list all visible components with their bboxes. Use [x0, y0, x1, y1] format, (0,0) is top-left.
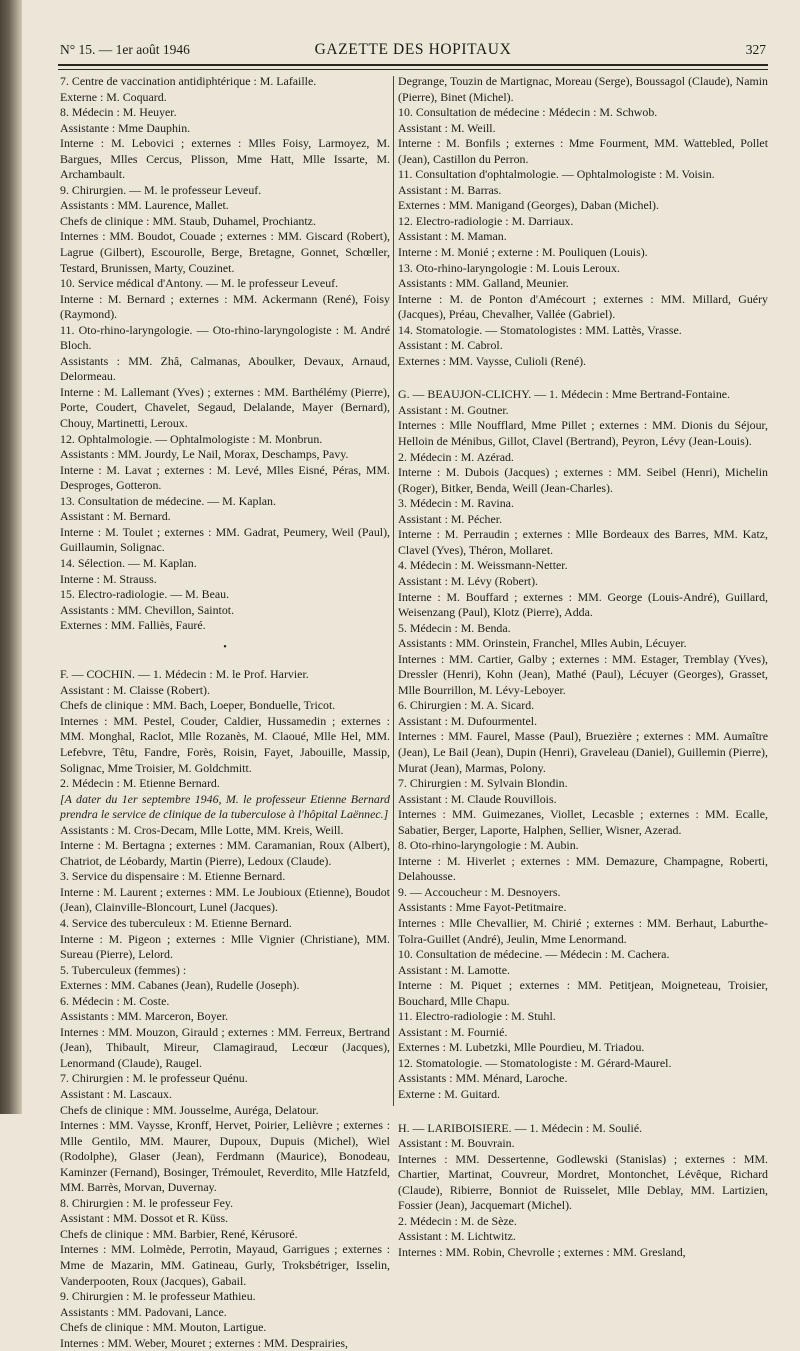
text-paragraph: 2. Médecin : M. Etienne Bernard. [60, 776, 220, 791]
text-paragraph: Externe : M. Guitard. [398, 1087, 501, 1101]
text-paragraph: 8. Chirurgien : M. le professeur Fey. [60, 1195, 234, 1210]
text-paragraph: 10. Consultation de médecine : Médecin : M. Schwob. [398, 105, 658, 120]
text-paragraph: Interne : M. Laurent ; externes : MM. Le Joubioux (Etienne), Boudot (Jean), Clainville-Bloncourt, Lunel (Jacques). [60, 884, 390, 915]
text-paragraph: 5. Tuberculeux (femmes) : [60, 962, 187, 977]
text-paragraph: Externes : MM. Manigand (Georges), Daban (Michel). [398, 198, 659, 213]
text-paragraph: Internes : MM. Faurel, Masse (Paul), Bruezière ; externes : MM. Aumaître (Jean), Le Bail (Jean), Dupin (Henri), Graveleau (Daniel), Guillemin (Pierre), Murat (Jean), Marmas, Polony. [398, 729, 768, 775]
text-paragraph: Interne : M. Lallemant (Yves) ; externes : MM. Barthélémy (Pierre), Porte, Coudert, Chavelet, Segaud, Delalande, Mayer (Bernard), Chouy, Martinetti, Leroux. [60, 384, 390, 431]
text-paragraph: Assistants : MM. Laurence, Mallet. [60, 198, 229, 213]
text-paragraph: Degrange, Touzin de Martignac, Moreau (Serge), Boussagol (Claude), Namin (Pierre), Binet (Michel). [398, 74, 768, 104]
text-paragraph: Assistant : M. Weill. [398, 120, 496, 135]
text-paragraph: 6. Médecin : M. Coste. [60, 993, 170, 1008]
text-paragraph: Assistant : M. Cabrol. [398, 338, 503, 353]
text-paragraph: 12. Ophtalmologie. — Ophtalmologiste : M. Monbrun. [60, 431, 323, 446]
right-section-cochin-cont [398, 74, 768, 369]
text-paragraph: Assistant : M. Lascaux. [60, 1087, 172, 1101]
text-paragraph: 8. Oto-rhino-laryngologie : M. Aubin. [398, 838, 579, 853]
text-paragraph: 7. Centre de vaccination antidiphtérique : M. Lafaille. [60, 74, 317, 88]
text-paragraph: Internes : MM. Dessertenne, Godlewski (Stanislas) ; externes : MM. Chartier, Martinat, Couvreur, Mordret, Montonchet, Lévêque, Richard (Claude), Ribierre, Bonniot de Ruisselet, Mlle Deblay, MM. Lartizien, Fossier (Jean), Jacquemart (Michel). [398, 1151, 768, 1213]
text-paragraph: Externes : M. Lubetzki, Mlle Pourdieu, M. Triadou. [398, 1040, 645, 1055]
left-section-cochin [60, 667, 390, 1351]
text-paragraph: Assistants : MM. Zhâ, Calmanas, Aboulker, Devaux, Arnaud, Delormeau. [60, 353, 390, 384]
text-paragraph: Chefs de clinique : MM. Mouton, Lartigue. [60, 1320, 267, 1335]
text-paragraph: Chefs de clinique : MM. Staub, Duhamel, Prochiantz. [60, 213, 316, 228]
text-paragraph: Internes : MM. Cartier, Galby ; externes : MM. Estager, Tremblay (Yves), Dressler (Henri), Kohn (Jean), Mathé (Paul), Lécuyer (Georges), Grasset, Mlle Bourrillon, M. Lévy-Leboyer. [398, 651, 768, 697]
right-column [398, 74, 768, 1260]
text-paragraph: 11. Consultation d'ophtalmologie. — Ophtalmologiste : M. Voisin. [398, 167, 715, 182]
text-paragraph: 7. Chirurgien : M. Sylvain Blondin. [398, 776, 568, 791]
text-paragraph: Chefs de clinique : MM. Bach, Loeper, Bonduelle, Tricot. [60, 698, 336, 713]
text-paragraph: 2. Médecin : M. Azérad. [398, 449, 514, 464]
text-paragraph: 14. Stomatologie. — Stomatologistes : MM. Lattès, Vrasse. [398, 322, 682, 337]
text-paragraph: 3. Service du dispensaire : M. Etienne Bernard. [60, 869, 286, 884]
text-paragraph: Assistant : M. Lévy (Robert). [398, 573, 539, 588]
text-paragraph: Internes : MM. Robin, Chevrolle ; externes : MM. Gresland, [398, 1244, 686, 1259]
text-paragraph: Internes : MM. Lolmède, Perrotin, Mayaud, Garrigues ; externes : Mme de Mazarin, MM. Gatineau, Gurly, Troksbétriger, Isselin, Vanderpooten, Roux (Jacques), Gabail. [60, 1242, 390, 1288]
text-paragraph: 6. Chirurgien : M. A. Sicard. [398, 698, 535, 713]
text-paragraph: Assistants : MM. Jourdy, Le Nail, Morax, Deschamps, Pavy. [60, 447, 349, 462]
text-paragraph: Internes : MM. Boudot, Couade ; externes : MM. Giscard (Robert), Lagrue (Gilbert), Escourolle, Berge, Bretagne, Gonnet, Schœller, Testard, Brunissen, Marty, Couzinet. [60, 229, 390, 275]
text-paragraph: 11. Electro-radiologie : M. Stuhl. [398, 1009, 556, 1024]
journal-title: GAZETTE DES HOPITAUX [314, 41, 512, 58]
text-paragraph: Interne : M. Hiverlet ; externes : MM. Demazure, Champagne, Roberti, Delahousse. [398, 853, 768, 884]
text-paragraph: Assistants : MM. Ménard, Laroche. [398, 1071, 568, 1086]
text-paragraph: 13. Oto-rhino-laryngologie : M. Louis Leroux. [398, 260, 620, 275]
text-paragraph: Interne : M. Perraudin ; externes : Mlle Bordeaux des Barres, MM. Katz, Clavel (Yves), Théron, Mollaret. [398, 527, 768, 557]
text-paragraph: Interne : M. Toulet ; externes : MM. Gadrat, Peumery, Weil (Paul), Guillaumin, Solignac. [60, 524, 390, 555]
text-paragraph: Assistant : M. Dufourmentel. [398, 713, 538, 728]
text-paragraph: Interne : M. Bernard ; externes : MM. Ackermann (René), Foisy (Raymond). [60, 291, 390, 322]
text-paragraph: Internes : Mlle Chevallier, M. Chirié ; externes : MM. Berhaut, Laburthe-Tolra-Guillet (André), Jeulin, Mme Lenormand. [398, 915, 768, 946]
text-paragraph: Interne : M. Lebovici ; externes : Mlles Foisy, Larmoyez, M. Bargues, Mlles Cercus, Plisson, Mme Hatt, Mlle Issarte, M. Archambault. [60, 136, 390, 182]
text-paragraph: Internes : Mlle Noufflard, Mme Pillet ; externes : MM. Dionis du Séjour, Helloin de Ménibus, Gillot, Clavel (Bertrand), Peyron, Lévy (Jean-Louis). [398, 418, 768, 449]
text-paragraph: 4. Service des tuberculeux : M. Etienne Bernard. [60, 915, 292, 930]
section-separator: • [223, 641, 227, 653]
text-paragraph: Assistants : Mme Fayot-Petitmaire. [398, 900, 567, 915]
page-number: 327 [745, 42, 766, 57]
text-paragraph: 9. — Accoucheur : M. Desnoyers. [398, 884, 561, 899]
header-rule-thin [58, 69, 768, 70]
text-paragraph: Interne : M. Pigeon ; externes : Mlle Vignier (Christiane), MM. Sureau (Pierre), Lelord. [60, 931, 390, 962]
text-paragraph: Internes : MM. Vaysse, Kronff, Hervet, Poirier, Lelièvre ; externes : Mlle Gentilo, MM. Maurer, Dupoux, Dupuis (Michel), Wiel (Rodolphe), Glaser (Jean), Ferdmann (Maurice), Bonodeau, Kaminzer (Fernand), Bosinger, Trémoulet, Reverdito, Mlle Hatzfeld, MM. Barrès, Morvan, Duvernay. [60, 1118, 390, 1195]
right-section-lariboisiere [398, 1121, 768, 1261]
text-paragraph: [A dater du 1er septembre 1946, M. le professeur Etienne Bernard prendra le service de clinique de la tuberculose à l'hôpital Laënnec.] [60, 791, 390, 822]
text-paragraph: Interne : M. Dubois (Jacques) ; externes : MM. Seibel (Henri), Michelin (Roger), Bitker, Benda, Weill (Jean-Charles). [398, 465, 768, 495]
text-paragraph: Internes : MM. Guimezanes, Viollet, Lecasble ; externes : MM. Ecalle, Sabatier, Berger, Laporte, Halphen, Sellier, Wisner, Azerad. [398, 807, 768, 837]
text-paragraph: Interne : M. Monié ; externe : M. Pouliquen (Louis). [398, 245, 648, 260]
text-paragraph: Internes : MM. Mouzon, Girauld ; externes : MM. Ferreux, Bertrand (Jean), Thibault, Mireur, Clamagiraud, Lecœur (Jacques), Lenormand (Claude), Raugel. [60, 1024, 390, 1070]
text-paragraph: Assistants : MM. Padovani, Lance. [60, 1304, 227, 1319]
text-paragraph: Interne : M. Bouffard ; externes : MM. George (Louis-André), Guillard, Weisenzang (Paul), Klotz (Pierre), Adda. [398, 589, 768, 620]
text-paragraph: Interne : M. Strauss. [60, 571, 157, 586]
text-paragraph: Chefs de clinique : MM. Barbier, René, Kérusoré. [60, 1226, 298, 1241]
text-paragraph: G. — BEAUJON-CLICHY. — 1. Médecin : Mme Bertrand-Fontaine. [398, 387, 731, 402]
text-paragraph: 11. Oto-rhino-laryngologie. — Oto-rhino-laryngologiste : M. André Bloch. [60, 322, 390, 353]
left-section-necker [60, 74, 390, 634]
text-paragraph: 2. Médecin : M. de Sèze. [398, 1213, 517, 1228]
text-paragraph: Assistants : MM. Galland, Meunier. [398, 276, 569, 291]
text-paragraph: Externes : MM. Cabanes (Jean), Rudelle (Joseph). [60, 978, 300, 993]
text-paragraph: Assistant : M. Fournié. [398, 1024, 508, 1039]
text-paragraph: Interne : M. Lavat ; externes : M. Levé, Mlles Eisné, Péras, MM. Desproges, Gotteron. [60, 462, 390, 493]
text-paragraph: Assistant : M. Bernard. [60, 509, 171, 524]
text-paragraph: F. — COCHIN. — 1. Médecin : M. le Prof. Harvier. [60, 667, 309, 682]
text-paragraph: 5. Médecin : M. Benda. [398, 620, 511, 635]
text-paragraph: Assistant : M. Claude Rouvillois. [398, 791, 557, 806]
left-column [60, 74, 390, 1351]
text-paragraph: Assistante : Mme Dauphin. [60, 120, 191, 135]
text-paragraph: Assistant : M. Pécher. [398, 511, 503, 526]
text-paragraph: 9. Chirurgien : M. le professeur Mathieu. [60, 1289, 256, 1304]
text-paragraph: 13. Consultation de médecine. — M. Kaplan. [60, 493, 276, 508]
text-paragraph: Interne : M. Piquet ; externes : MM. Petitjean, Moigneteau, Troisier, Bouchard, Mlle Chapu. [398, 978, 768, 1008]
text-paragraph: 15. Electro-radiologie. — M. Beau. [60, 587, 230, 602]
text-paragraph: Assistant : M. Lichtwitz. [398, 1229, 516, 1244]
text-paragraph: Assistant : M. Barras. [398, 182, 502, 197]
header-rule-thick [58, 64, 768, 67]
text-paragraph: Assistants : MM. Orinstein, Franchel, Mlles Aubin, Lécuyer. [398, 636, 687, 651]
issue-date: N° 15. — 1er août 1946 [60, 42, 190, 57]
text-paragraph: 3. Médecin : M. Ravina. [398, 496, 514, 511]
text-paragraph: 4. Médecin : M. Weissmann-Netter. [398, 558, 568, 573]
text-paragraph: 14. Sélection. — M. Kaplan. [60, 555, 197, 570]
text-paragraph: H. — LARIBOISIERE. — 1. Médecin : M. Soulié. [398, 1120, 643, 1135]
text-paragraph: 10. Consultation de médecine. — Médecin : M. Cachera. [398, 947, 670, 962]
text-paragraph: 12. Electro-radiologie : M. Darriaux. [398, 213, 574, 228]
text-paragraph: Assistant : M. Goutner. [398, 402, 509, 417]
text-paragraph: Externes : MM. Vaysse, Culioli (René). [398, 353, 587, 368]
column-divider [393, 76, 394, 1106]
text-paragraph: Assistants : MM. Chevillon, Saintot. [60, 602, 235, 617]
text-paragraph: Assistant : M. Maman. [398, 229, 507, 244]
text-paragraph: Interne : M. Bonfils ; externes : Mme Fourment, MM. Wattebled, Pollet (Jean), Castillon du Perron. [398, 136, 768, 166]
text-paragraph: Interne : M. Bertagna ; externes : MM. Caramanian, Roux (Albert), Chatriot, de Léobardy, Martin (Pierre), Ledoux (Claude). [60, 838, 390, 868]
text-paragraph: Interne : M. de Ponton d'Amécourt ; externes : MM. Millard, Guéry (Jacques), Préau, Chevalher, Vallée (Gabriel). [398, 291, 768, 322]
text-paragraph: Assistant : M. Claisse (Robert). [60, 682, 210, 697]
page-header [60, 38, 766, 62]
text-paragraph: Assistant : MM. Dossot et R. Küss. [60, 1211, 229, 1226]
text-paragraph: 7. Chirurgien : M. le professeur Quénu. [60, 1071, 248, 1086]
text-paragraph: Internes : MM. Pestel, Couder, Caldier, Hussamedin ; externes : MM. Monghal, Raclot, Mlle Rozanès, M. Claoué, Mlle Hel, MM. Lefebvre, Têtu, Fandre, Forès, Roisin, Fayet, Jabouille, Massip, Solignac, Mme Troisier, M. Goldchmitt. [60, 713, 390, 775]
page-binding-edge [0, 0, 22, 1114]
text-paragraph: Externe : M. Coquard. [60, 89, 167, 104]
text-paragraph: Assistants : M. Cros-Decam, Mlle Lotte, MM. Kreis, Weill. [60, 822, 344, 837]
text-paragraph: 9. Chirurgien. — M. le professeur Leveuf. [60, 182, 262, 197]
text-paragraph: Assistants : MM. Marceron, Boyer. [60, 1009, 229, 1024]
text-paragraph: Assistant : M. Lamotte. [398, 962, 510, 977]
text-paragraph: Chefs de clinique : MM. Jousselme, Auréga, Delatour. [60, 1102, 319, 1117]
text-paragraph: Assistant : M. Bouvrain. [398, 1136, 515, 1151]
text-paragraph: 10. Service médical d'Antony. — M. le professeur Leveuf. [60, 276, 339, 291]
text-paragraph: Externes : MM. Falliès, Fauré. [60, 618, 206, 633]
text-paragraph: 12. Stomatologie. — Stomatologiste : M. Gérard-Maurel. [398, 1055, 672, 1070]
text-paragraph: 8. Médecin : M. Heuyer. [60, 105, 177, 120]
right-section-beaujon [398, 387, 768, 1102]
text-paragraph: Internes : MM. Weber, Mouret ; externes : MM. Desprairies, [60, 1335, 348, 1350]
